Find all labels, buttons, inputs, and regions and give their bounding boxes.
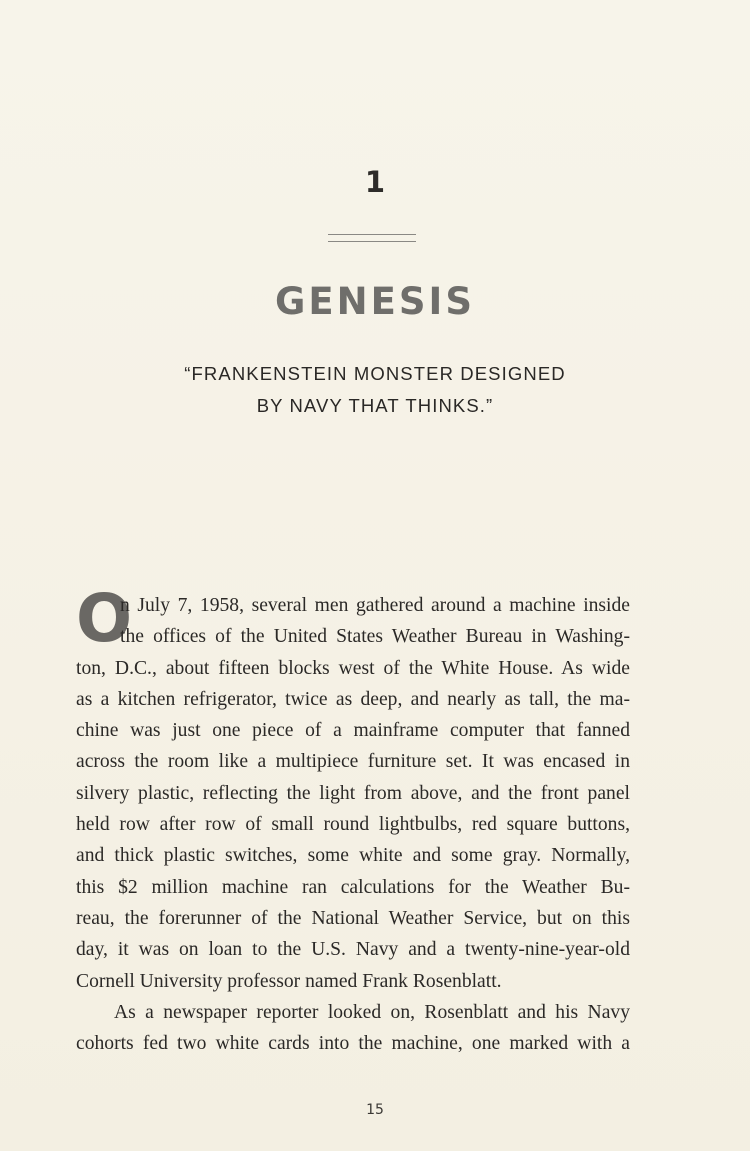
body-paragraphs xyxy=(76,580,630,1059)
text-line: day, it was on loan to the U.S. Navy and a twenty-nine-year-old xyxy=(76,939,630,961)
text-line: the offices of the United States Weather Bureau in Washing- xyxy=(120,626,630,648)
text-line: As a newspaper reporter looked on, Rosenblatt and his Navy xyxy=(114,1001,630,1023)
text-line: and thick plastic switches, some white and some gray. Normally, xyxy=(76,845,630,867)
ornament-rule-top xyxy=(328,234,416,235)
text-line: as a kitchen refrigerator, twice as deep, and nearly as tall, the ma- xyxy=(76,688,630,710)
text-line: across the room like a multipiece furniture set. It was encased in xyxy=(76,751,630,773)
text-line: reau, the forerunner of the National Weather Service, but on this xyxy=(76,907,630,929)
text-line: n July 7, 1958, several men gathered around a machine inside xyxy=(120,595,630,616)
text-line: held row after row of small round lightbulbs, red square buttons, xyxy=(76,814,630,836)
text-line: silvery plastic, reflecting the light from above, and the front panel xyxy=(76,782,630,804)
text-line: ton, D.C., about fifteen blocks west of the White House. As wide xyxy=(76,657,630,679)
chapter-number: 1 xyxy=(364,165,386,199)
text-line: Cornell University professor named Frank Rosenblatt. xyxy=(76,970,502,992)
epigraph xyxy=(0,358,750,422)
ornament-rule-bottom xyxy=(328,241,416,242)
drop-cap: O xyxy=(76,580,133,657)
text-line: cohorts fed two white cards into the machine, one marked with a xyxy=(76,1033,630,1055)
chapter-title: GENESIS xyxy=(275,280,475,323)
text-line: this $2 million machine ran calculations for the Weather Bu- xyxy=(76,876,630,898)
epigraph-line: “FRANKENSTEIN MONSTER DESIGNED xyxy=(184,363,566,384)
epigraph-line: BY NAVY THAT THINKS.” xyxy=(256,395,494,416)
page-number: 15 xyxy=(366,1102,384,1118)
text-line: chine was just one piece of a mainframe computer that fanned xyxy=(76,720,630,742)
